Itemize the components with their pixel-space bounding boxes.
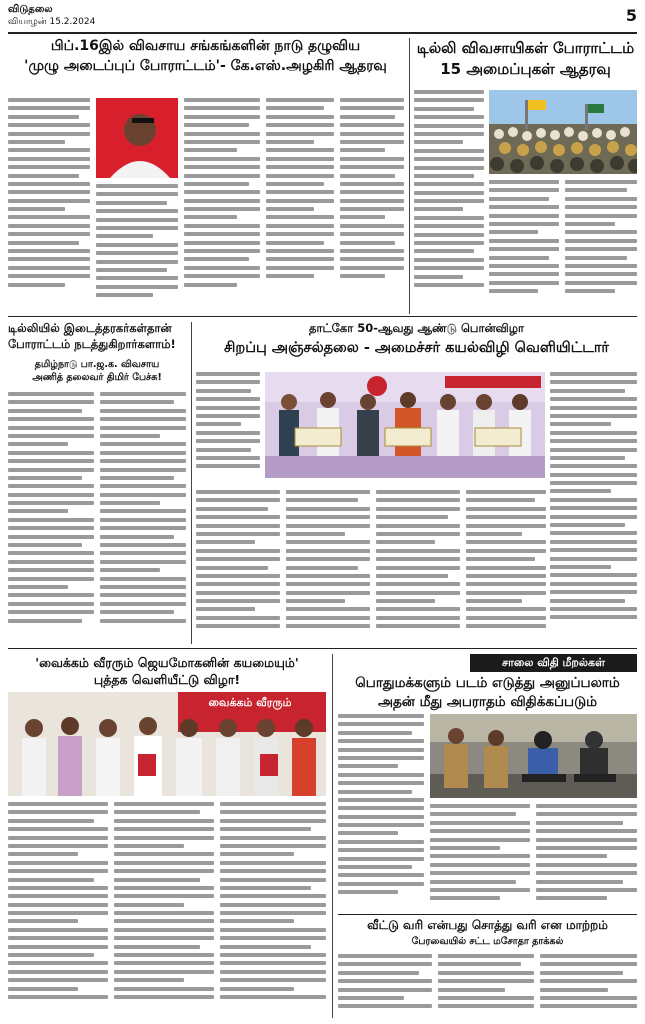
column-rule-top (409, 38, 410, 314)
story1-headline-line2: 'முழு அடைப்புப் போராட்டம்'- கே.எஸ்.அழகிரி ஆதரவு (24, 58, 387, 75)
issue-date: வியாழன் 15.2.2024 (8, 17, 96, 27)
story6-body-col1 (338, 714, 424, 910)
section-rule-3 (338, 914, 637, 915)
story7-body-col1 (338, 954, 432, 1016)
story1-body-col5 (340, 98, 404, 310)
story4-body-col4 (466, 490, 546, 642)
story6-headline (338, 676, 637, 710)
story2-body-col2 (489, 180, 559, 310)
story6-body-col2 (430, 804, 530, 910)
story2-headline-line1: டில்லி விவசாயிகள் போராட்டம் (416, 39, 635, 57)
story3-headline-line2: போராட்டம் நடத்துகிறார்களாம்! (8, 337, 176, 352)
story7-body-col2 (438, 954, 534, 1016)
story2-body-col3 (565, 180, 637, 310)
story4-kicker: தாட்கோ 50-ஆவது ஆண்டு பொன்விழா (309, 321, 524, 335)
story5-body-col3 (220, 802, 326, 1016)
story4-body-col1 (196, 490, 280, 642)
book-launch-banner-text: வைக்கம் வீரரும் (208, 696, 292, 709)
story6-headline-line1: பொதுமக்களும் படம் எடுத்து அனுப்பலாம் (355, 675, 620, 691)
story4-body-col-left (196, 372, 260, 482)
story2-headline (414, 40, 637, 79)
section-rule-1 (8, 316, 637, 317)
story1-body-col4 (266, 98, 334, 310)
story3-headline (8, 322, 186, 351)
story5-headline (8, 656, 326, 688)
page-number: 5 (625, 6, 637, 25)
politician-portrait (96, 98, 178, 178)
story4-body-col-right (550, 372, 637, 642)
story7-body-col3 (540, 954, 637, 1016)
story1-headline (8, 38, 403, 74)
story3-subhead-line1: தமிழ்நாடு பா.ஜ.க. விவசாய (34, 359, 160, 370)
column-rule-bottom (332, 654, 333, 1018)
story3-body-col2 (100, 392, 186, 642)
section-rule-2 (8, 648, 637, 649)
story3-subhead-line2: அணித் தலைவர் திமிர் பேச்சு! (32, 371, 162, 383)
story1-body-col3 (184, 98, 260, 310)
story3-subhead (8, 360, 186, 384)
story3-headline-line1: டில்லியில் இடைத்தரகர்கள்தான் (8, 321, 172, 335)
traffic-police-photo (430, 714, 637, 798)
story6-body-col3 (536, 804, 637, 910)
story5-body-col1 (8, 802, 108, 1016)
story5-headline-line1: 'வைக்கம் வீரரும் ஜெயமோகனின் கயமையும்' (35, 655, 299, 670)
story1-body-col1 (8, 98, 90, 310)
story7-subhead: பேரவையில் சட்ட மசோதா தாக்கல் (411, 936, 564, 947)
story4-body-col2 (286, 490, 370, 642)
stamp-release-photo (265, 372, 545, 478)
story4-headline: சிறப்பு அஞ்சல்தலை - அமைச்சர் கயல்விழி வெளியிட்டார் (224, 340, 609, 356)
story2-headline-line2: 15 அமைப்புகள் ஆதரவு (440, 60, 611, 79)
masthead-rule (8, 32, 637, 34)
story3-body-col1 (8, 392, 94, 642)
story4-body-col3 (376, 490, 460, 642)
story5-headline-line2: புத்தக வெளியீட்டு விழா! (93, 672, 241, 688)
story1-body-col2 (96, 184, 178, 310)
farmers-protest-photo (489, 90, 637, 174)
masthead (8, 4, 637, 32)
story2-body-col1 (414, 90, 484, 310)
story6-headline-line2: அதன் மீது அபராதம் விதிக்கப்படும் (377, 693, 598, 710)
story1-headline-line1: பிப்.16இல் விவசாய சங்கங்களின் நாடு தழுவிய (50, 38, 361, 54)
newspaper-name: விடுதலை (8, 4, 53, 15)
story5-body-col2 (114, 802, 214, 1016)
story7-headline: வீட்டு வரி என்பது சொத்து வரி என மாற்றம் (367, 918, 608, 932)
column-rule-middle (191, 322, 192, 644)
story6-kicker: சாலை விதி மீறல்கள் (470, 654, 637, 672)
